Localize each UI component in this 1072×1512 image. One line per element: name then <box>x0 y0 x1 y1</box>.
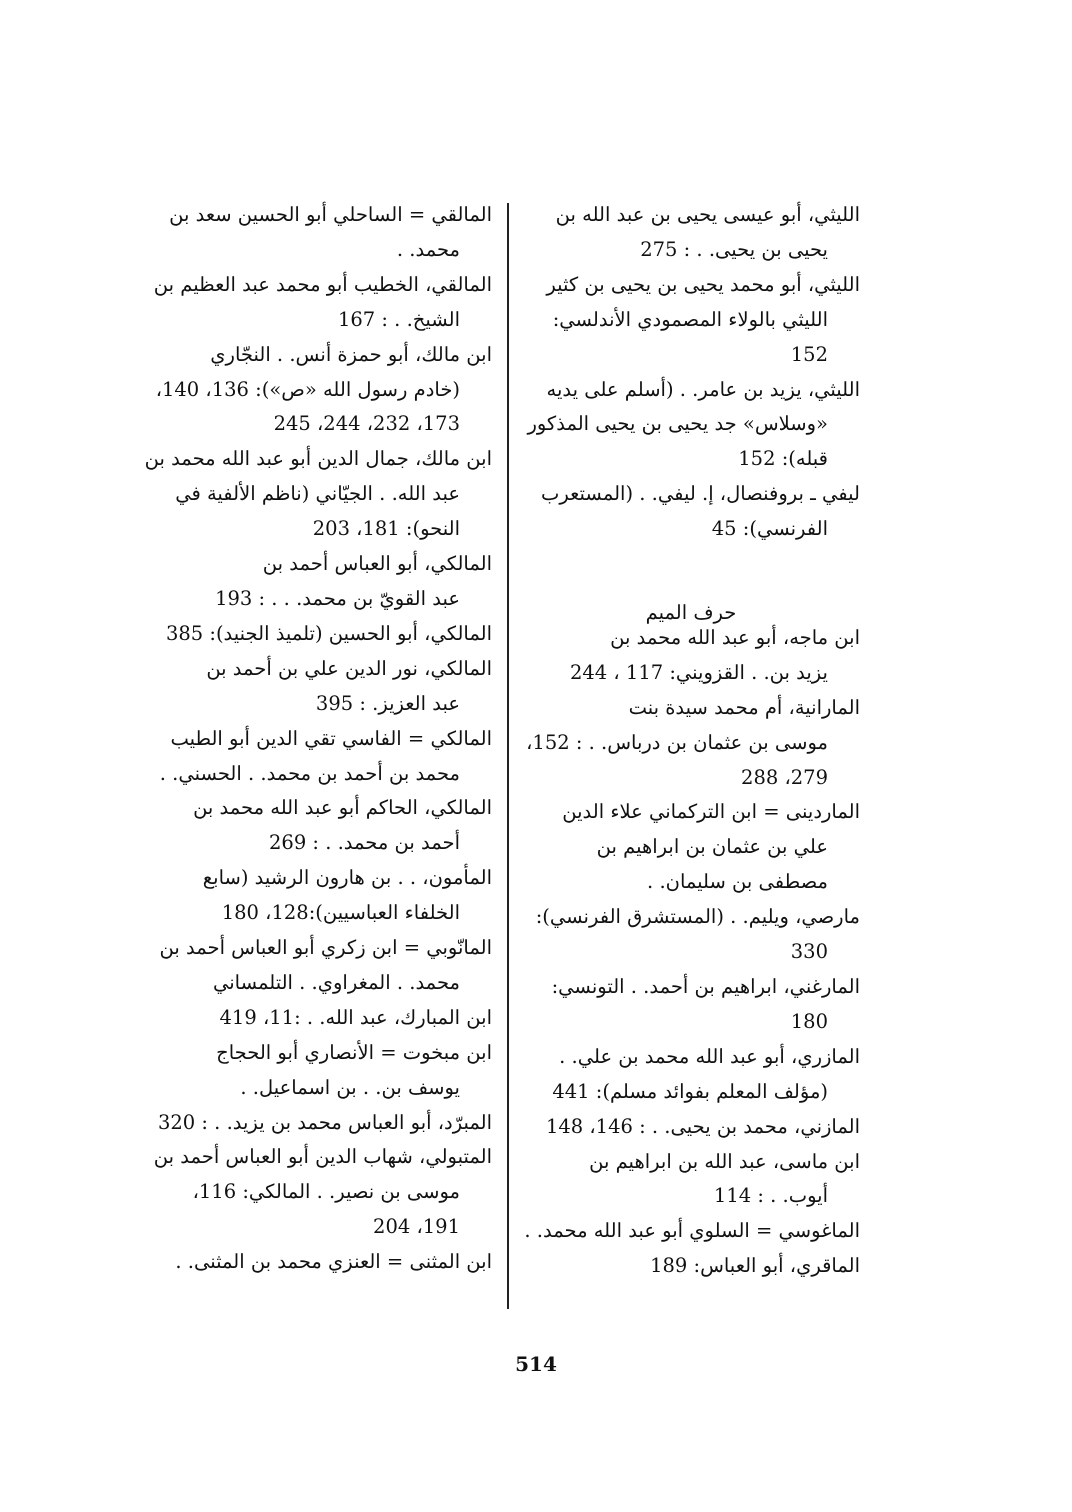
entry-line: الماقري، أبو العباس: 189 <box>650 1254 860 1278</box>
index-entry <box>164 1245 492 1280</box>
entry-line: ابن مبخوت = الأنصاري أبو الحجاج <box>216 1040 492 1064</box>
entry-continuation-line: 330 <box>790 940 828 964</box>
entry-continuation-line: قبله): 152 <box>738 447 828 471</box>
entry-continuation-line: أحمد بن محمد. . : 269 <box>269 831 460 855</box>
index-entry <box>164 861 492 931</box>
entry-line: المالكي، أبو العباس أحمد بن <box>262 552 492 576</box>
index-entry <box>522 1110 860 1145</box>
index-entry <box>164 198 492 268</box>
entry-continuation-line: 173، 232، 244، 245 <box>273 412 460 436</box>
index-entry <box>522 373 860 478</box>
index-entry <box>164 1036 492 1106</box>
entry-line: ابن المبارك، عبد الله. . :11، 419 <box>219 1005 492 1029</box>
entry-line: المازني، محمد بن يحيى. . : 146، 148 <box>545 1114 860 1138</box>
entry-continuation-line: محمد بن أحمد بن محمد. . الحسني. . <box>159 761 460 785</box>
entry-line: المالكي، نور الدين علي بن أحمد بن <box>206 656 492 680</box>
entry-continuation-line: 191، 204 <box>373 1215 460 1239</box>
entry-continuation-line: عبد العزيز. : 395 <box>315 691 460 715</box>
entry-continuation-line: الليثي بالولاء المصمودي الأندلسي: <box>552 307 828 331</box>
entry-line: ابن ماجه، أبو عبد الله محمد بن <box>610 625 860 649</box>
entry-continuation-line: الفرنسي): 45 <box>711 517 828 541</box>
index-entry <box>159 722 492 792</box>
entry-continuation-line: أيوب. . : 114 <box>713 1184 828 1208</box>
index-entry <box>157 1106 492 1141</box>
entry-continuation-line: 279، 288 <box>741 765 828 789</box>
entry-line: المارغني، ابراهيم بن أحمد. . التونسي: <box>551 975 860 999</box>
index-entry <box>155 338 492 443</box>
index-entry <box>522 198 860 268</box>
entry-line: المالكي، الحاكم أبو عبد الله محمد بن <box>193 796 492 820</box>
entry-continuation-line: موسى بن نصير. . المالكي: 116، <box>192 1180 460 1204</box>
index-entry <box>522 268 860 373</box>
entry-line: ابن ماسى، عبد الله بن ابراهيم بن <box>589 1149 860 1173</box>
index-entry <box>522 477 860 547</box>
index-entry <box>522 900 860 970</box>
index-entry <box>522 1249 860 1284</box>
entry-continuation-line: يوسف بن. . بن اسماعيل. . <box>240 1075 460 1099</box>
entry-continuation-line: محمد. . <box>396 237 460 261</box>
entry-line: الليثي، أبو عيسى يحيى بن عبد الله بن <box>555 203 860 226</box>
index-entry <box>522 1040 860 1110</box>
index-entry <box>153 1140 492 1245</box>
entry-line: الماردينى = ابن التركماني علاء الدين <box>562 800 860 824</box>
index-entry <box>164 1001 492 1036</box>
entry-continuation-line: موسى بن عثمان بن درباس. . : 152، <box>526 730 828 754</box>
entry-line: الماغوسي = السلوي أبو عبد الله محمد. . <box>524 1219 860 1243</box>
index-entry <box>522 970 860 1040</box>
entry-line: المأمون، . . بن هارون الرشيد (سابع <box>202 866 492 890</box>
column-divider <box>507 203 509 1309</box>
index-entry <box>159 931 492 1001</box>
entry-line: المبرّد، أبو العباس محمد بن يزيد. . : 320 <box>157 1110 492 1134</box>
entry-line: ابن المثنى = العنزي محمد بن المثنى. . <box>175 1250 492 1274</box>
entry-continuation-line: عبد الله. . الجيّاني (ناظم الألفية في <box>175 482 460 506</box>
entry-continuation-line: مصطفى بن سليمان. . <box>647 870 828 894</box>
entry-continuation-line: يزيد بن. . القزويني: 117 ، 244 <box>569 660 828 684</box>
entry-line: الليثي، أبو محمد يحيى بن يحيى بن كثير <box>546 272 860 296</box>
index-entry <box>153 268 492 338</box>
entry-continuation-line: (خادم رسول الله «ص»): 136، 140، <box>155 377 460 401</box>
entry-line: ليفي ـ بروفنصال، إ. ليفي. . (المستعرب <box>541 482 860 506</box>
section-heading: حرف الميم <box>645 600 737 624</box>
entry-continuation-line: عبد القويّ بن محمد. . . : 193 <box>215 586 460 610</box>
entry-continuation-line: 180 <box>790 1009 828 1033</box>
entry-line: مارصي، ويليم. . (المستشرق الفرنسي): <box>535 905 860 929</box>
index-entry <box>522 691 860 796</box>
entry-line: المالكي = الفاسي تقي الدين أبو الطيب <box>170 726 492 750</box>
index-entry <box>164 791 492 861</box>
index-entry <box>144 442 492 547</box>
entry-continuation-line: الخلفاء العباسيين):128، 180 <box>221 901 460 925</box>
entry-line: المتبولي، شهاب الدين أبو العباس أحمد بن <box>153 1145 492 1169</box>
index-entry <box>522 621 860 691</box>
entry-continuation-line: النحو): 181، 203 <box>312 517 460 541</box>
section-spacer <box>522 547 860 582</box>
index-entry <box>522 1214 860 1249</box>
entry-line: المازري، أبو عبد الله محمد بن علي. . <box>559 1044 860 1068</box>
entry-continuation-line: الشيخ. . : 167 <box>337 307 460 331</box>
entry-line: المارانية، أم محمد سيدة بنت <box>628 695 860 719</box>
entry-line: المالكي، أبو الحسين (تلميذ الجنيد): 385 <box>165 621 492 645</box>
entry-continuation-line: 152 <box>790 342 828 366</box>
entry-continuation-line: علي بن عثمان بن ابراهيم بن <box>596 835 828 859</box>
index-entry <box>522 1145 860 1215</box>
entry-line: المانّوبي = ابن زكري أبو العباس أحمد بن <box>159 936 492 960</box>
page-number: 514 <box>515 1352 557 1376</box>
index-entry <box>164 547 492 617</box>
entry-continuation-line: (مؤلف المعلم بفوائد مسلم): 441 <box>552 1079 828 1103</box>
index-column-left <box>144 198 492 1280</box>
entry-continuation-line: «وسلاس» جد يحيى بن يحيى المذكور <box>527 412 828 436</box>
entry-continuation-line: محمد. . المغراوي. . التلمساني <box>212 970 460 994</box>
index-entry <box>522 795 860 900</box>
entry-line: المالقي = الساحلي أبو الحسين سعد بن <box>169 203 492 226</box>
index-entry <box>164 617 492 652</box>
index-column-right <box>522 198 860 1284</box>
entry-continuation-line: يحيى بن يحيى. . : 275 <box>640 237 828 261</box>
entry-line: ابن مالك، أبو حمزة أنس. . النجّاري <box>210 342 492 366</box>
entry-line: الليثي، يزيد بن عامر. . (أسلم على يديه <box>546 377 860 401</box>
entry-line: ابن مالك، جمال الدين أبو عبد الله محمد بن <box>144 447 492 471</box>
index-entry <box>164 652 492 722</box>
entry-line: المالقي، الخطيب أبو محمد عبد العظيم بن <box>153 272 492 296</box>
